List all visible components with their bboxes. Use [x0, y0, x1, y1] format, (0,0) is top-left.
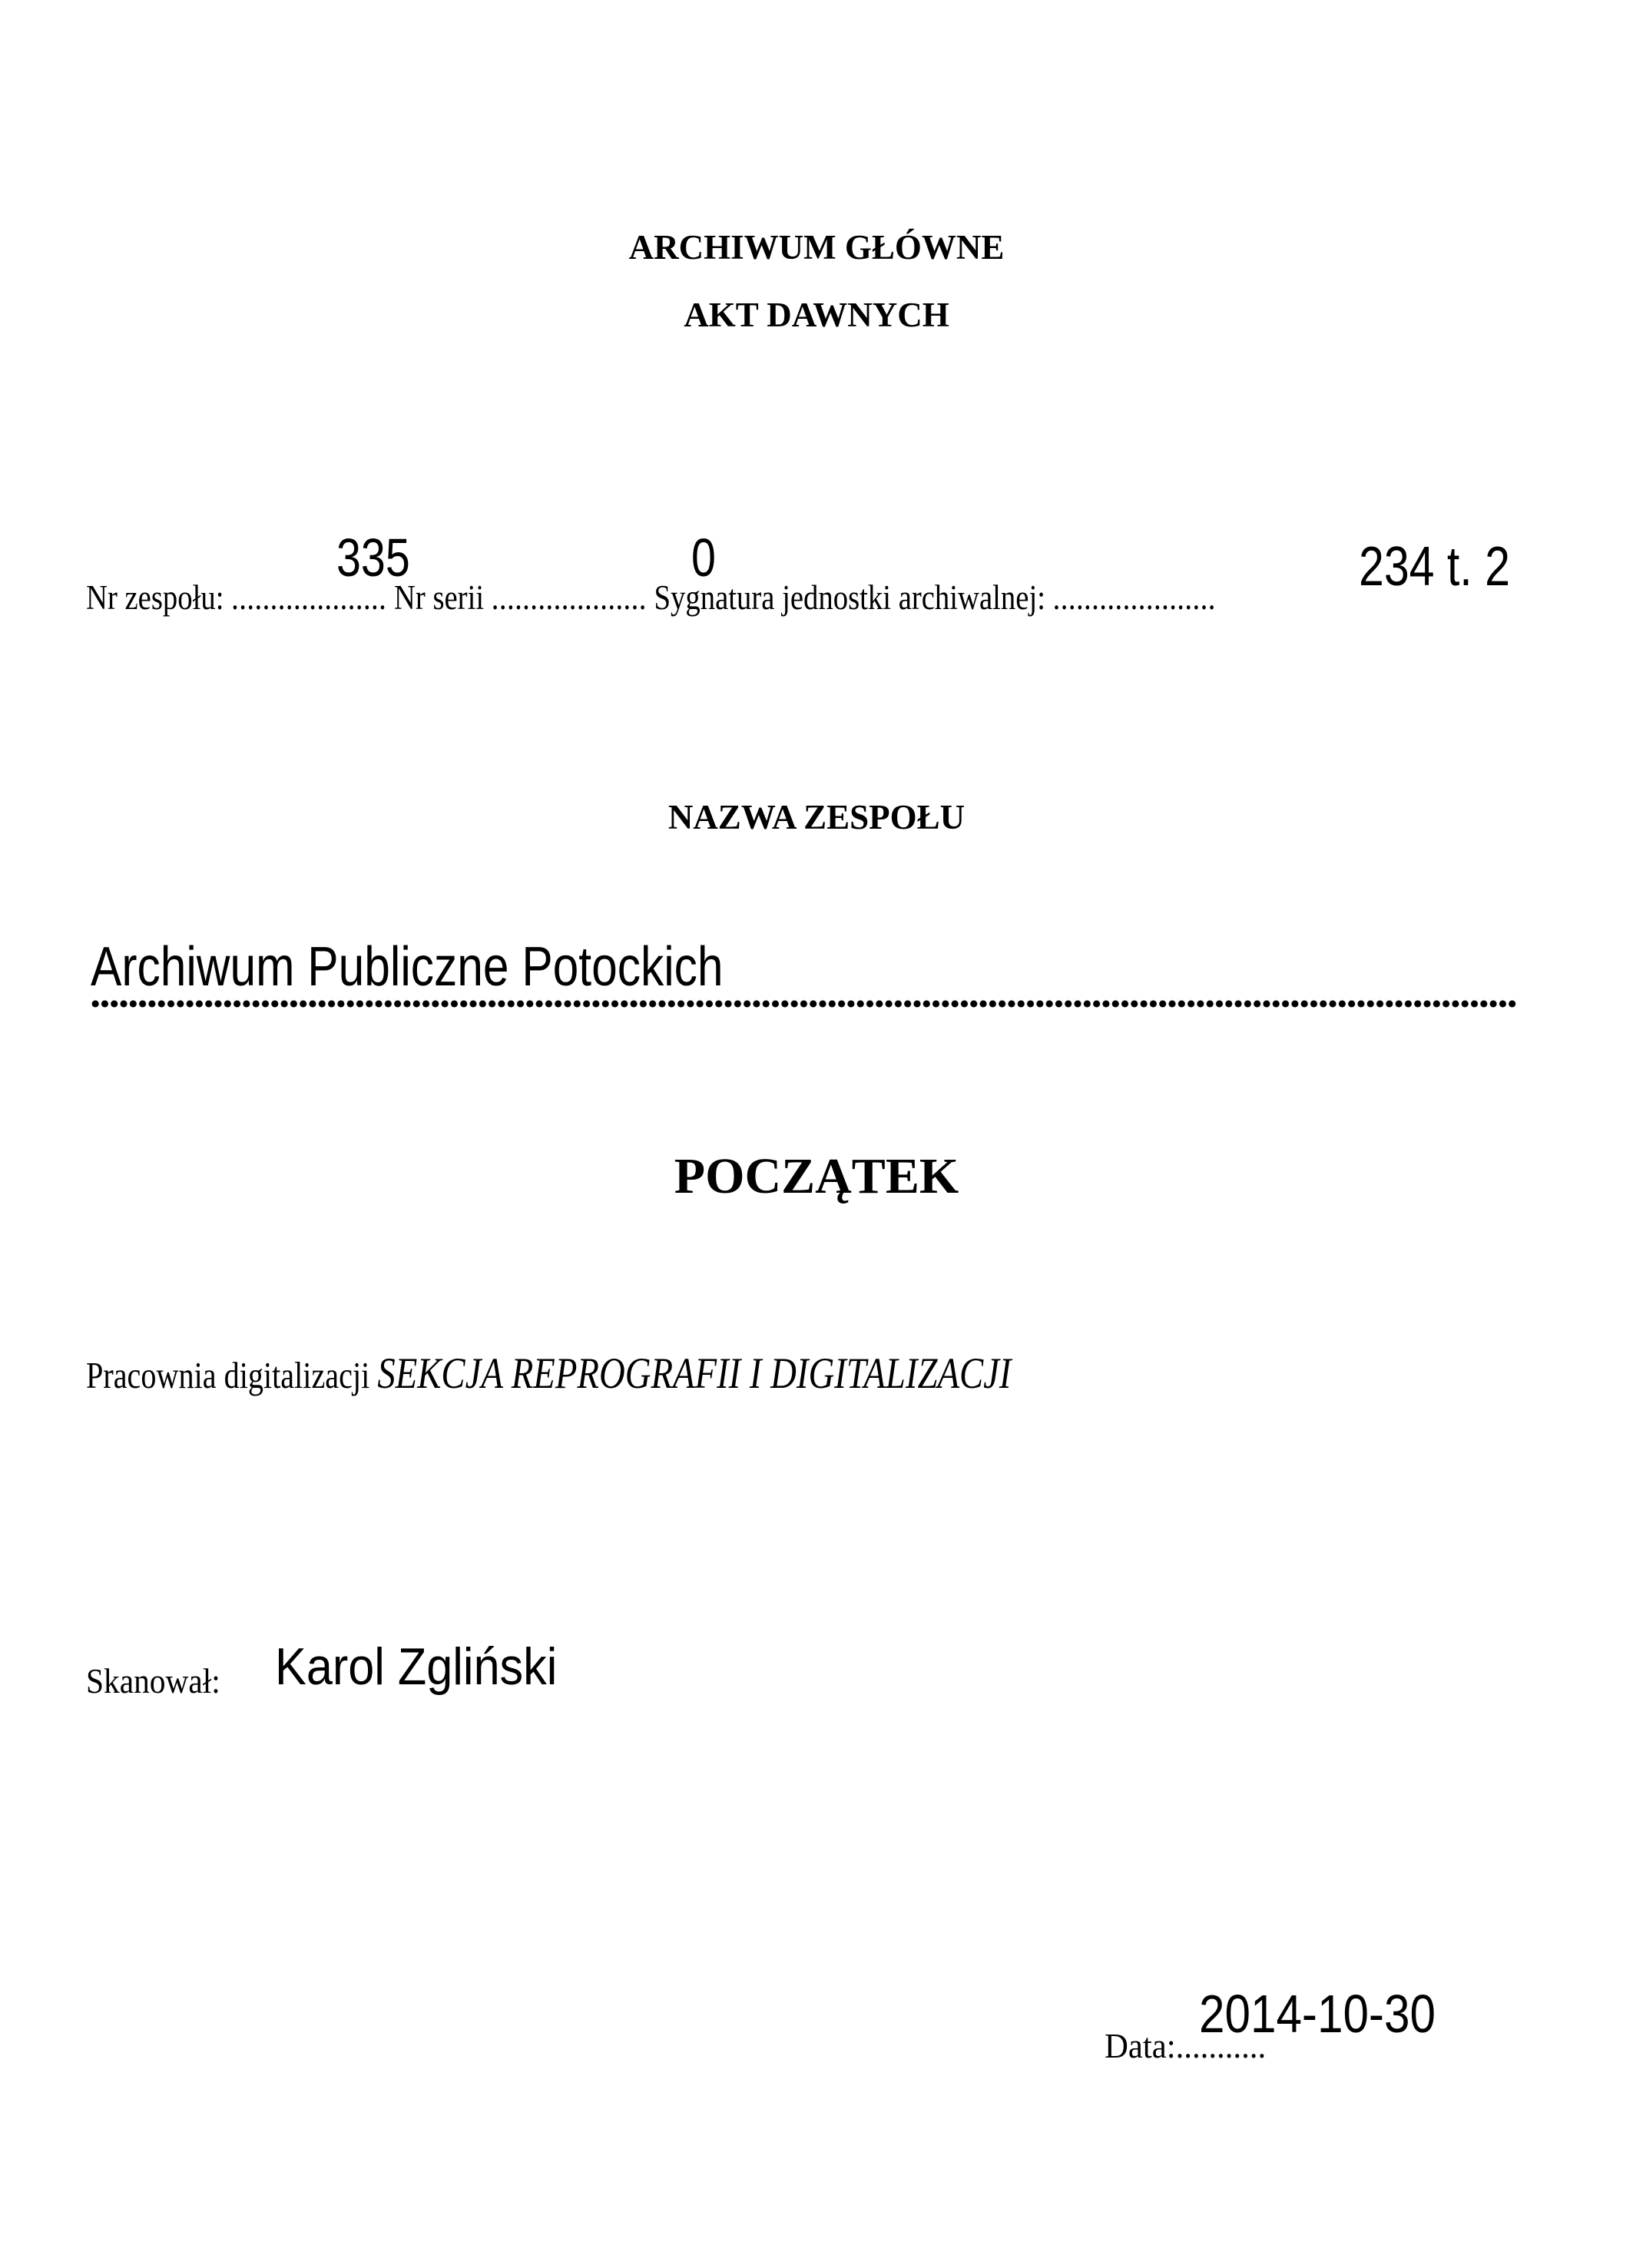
date-label: Data:........... [1105, 2027, 1267, 2065]
archive-reference-row [86, 578, 1216, 617]
archive-name-heading: ARCHIWUM GŁÓWNE [628, 228, 1005, 267]
signature-dotted-line: ..................... [1052, 578, 1216, 617]
fonds-name-dotted-line [91, 998, 1518, 1009]
scanned-by-value: Karol Zgliński [275, 1637, 558, 1696]
digitization-lab-value: SEKCJA REPROGRAFII I DIGITALIZACJI [377, 1349, 1012, 1398]
zespol-number-value: 335 [336, 528, 410, 588]
zespol-number-label: Nr zespołu: [86, 578, 224, 617]
fonds-name-heading: NAZWA ZESPOŁU [667, 798, 966, 836]
series-number-value: 0 [691, 528, 716, 588]
scanned-by-label: Skanował: [86, 1661, 220, 1700]
archive-subtitle-heading: AKT DAWNYCH [684, 296, 949, 334]
series-number-label: Nr serii [393, 578, 485, 617]
fonds-name-value: Archiwum Publiczne Potockich [91, 936, 724, 998]
zespol-number-dotted-line: .................... [231, 578, 387, 617]
digitization-lab-label: Pracownia digitalizacji [86, 1354, 370, 1396]
signature-label: Sygnatura jednostki archiwalnej: [654, 578, 1045, 617]
section-title: POCZĄTEK [674, 1148, 959, 1204]
signature-value: 234 t. 2 [1359, 536, 1510, 598]
series-number-dotted-line: .................... [491, 578, 647, 617]
date-value: 2014-10-30 [1199, 1984, 1436, 2044]
digitization-lab-row [86, 1349, 1011, 1399]
